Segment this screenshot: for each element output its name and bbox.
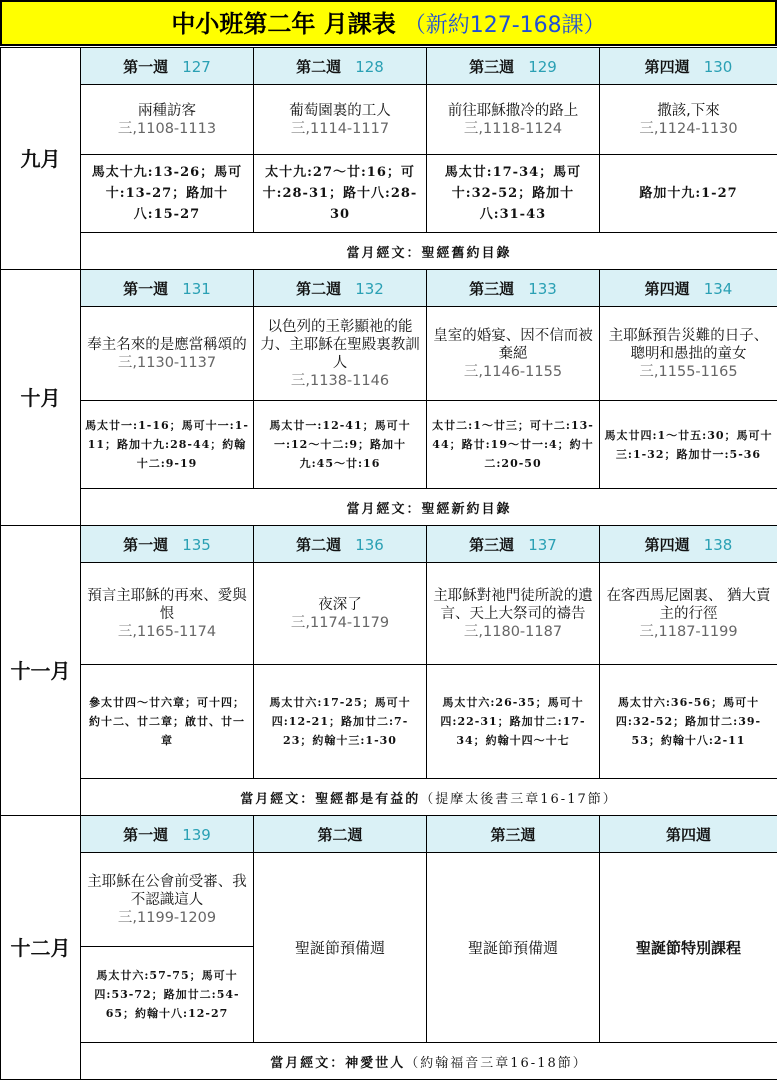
page-title <box>0 0 777 46</box>
verse-cell <box>81 665 254 779</box>
memory-verse-row <box>1 1043 777 1080</box>
special-event-cell <box>254 853 427 1043</box>
lesson-cell <box>81 307 254 401</box>
memory-verse-ref: （提摩太後書三章16-17節） <box>420 792 617 807</box>
memory-verse <box>81 489 777 526</box>
lesson-number: 139 <box>182 826 211 844</box>
lesson-cell <box>427 563 600 665</box>
lesson-number: 137 <box>528 536 557 554</box>
verse-reference: 太十九:27～廿:16；可十:28-31；路十八:28-30 <box>263 165 418 222</box>
verse-row <box>1 665 777 779</box>
week-header <box>600 526 777 563</box>
week-label: 第一週 <box>123 58 168 76</box>
week-header <box>81 270 254 307</box>
week-header-row <box>1 48 777 85</box>
memory-verse-label: 當月經文：聖經新約目錄 <box>346 502 511 517</box>
lesson-cell <box>81 853 254 947</box>
week-label: 第一週 <box>123 280 168 298</box>
week-label: 第四週 <box>645 536 690 554</box>
lesson-cell <box>254 563 427 665</box>
week-label: 第二週 <box>296 280 341 298</box>
verse-cell <box>427 155 600 233</box>
month-label <box>1 526 81 816</box>
verse-reference: 馬太廿六:57-75；馬可十四:53-72；路加廿二:54-65；約翰十八:12-27 <box>94 969 239 1020</box>
verse-cell <box>81 947 254 1043</box>
lesson-row <box>1 853 777 947</box>
lesson-title: 撒該,下來 <box>657 103 720 119</box>
memory-verse-ref: （約翰福音三章16-18節） <box>405 1056 587 1071</box>
lesson-title: 主耶穌對祂門徒所說的遺言、天上大祭司的禱告 <box>433 588 593 622</box>
verse-reference: 馬太廿六:36-56；馬可十四:32-52；路加廿二:39-53；約翰十八:2-11 <box>616 696 761 747</box>
memory-verse-row <box>1 489 777 526</box>
lesson-title: 前往耶穌撒冷的路上 <box>448 103 579 119</box>
lesson-title: 主耶穌預告災難的日子、聰明和愚拙的童女 <box>609 328 769 362</box>
month-name: 十月 <box>21 386 61 410</box>
lesson-title: 在客西馬尼園裏、 猶大賣主的行徑 <box>606 588 770 622</box>
week-header <box>600 48 777 85</box>
week-header <box>81 816 254 853</box>
lesson-number: 132 <box>355 280 384 298</box>
memory-verse-row <box>1 233 777 270</box>
memory-verse <box>81 1043 777 1080</box>
lesson-cell <box>427 85 600 155</box>
lesson-title: 奉主名來的是應當稱頌的 <box>87 337 247 353</box>
week-header <box>254 526 427 563</box>
lesson-number: 138 <box>704 536 733 554</box>
verse-row <box>1 155 777 233</box>
week-header-row <box>1 270 777 307</box>
lesson-code: 三,1199-1209 <box>85 909 249 927</box>
special-event-label: 聖誕節特別課程 <box>636 939 741 957</box>
verse-cell <box>254 665 427 779</box>
lesson-title: 皇室的婚宴、因不信而被棄絕 <box>433 328 593 362</box>
memory-verse-label: 當月經文：神愛世人 <box>270 1056 405 1071</box>
month-name: 九月 <box>21 147 61 171</box>
lesson-code: 三,1108-1113 <box>85 120 249 138</box>
lesson-code: 三,1118-1124 <box>431 120 595 138</box>
special-event-label: 聖誕節預備週 <box>295 939 385 957</box>
lesson-code: 三,1174-1179 <box>258 614 422 632</box>
lesson-title: 以色列的王彰顯祂的能力、主耶穌在聖殿裏教訓人 <box>260 319 420 371</box>
verse-reference: 馬太廿六:26-35；馬可十四:22-31；路加廿二:17-34；約翰十四～十七 <box>440 696 585 747</box>
verse-reference: 馬太廿六:17-25；馬可十四:12-21；路加廿二:7-23；約翰十三:1-30 <box>269 696 410 747</box>
lesson-number: 128 <box>355 58 384 76</box>
week-label: 第三週 <box>469 280 514 298</box>
month-label <box>1 48 81 270</box>
lesson-number: 136 <box>355 536 384 554</box>
week-label: 第四週 <box>645 58 690 76</box>
verse-cell <box>427 401 600 489</box>
week-label: 第三週 <box>490 826 535 844</box>
lesson-code: 三,1138-1146 <box>258 372 422 390</box>
memory-verse-label: 當月經文：聖經都是有益的 <box>240 792 420 807</box>
week-label: 第二週 <box>296 536 341 554</box>
verse-reference: 馬太廿一:1-16；馬可十一:1-11；路加十九:28-44；約翰十二:9-19 <box>85 419 249 470</box>
verse-cell <box>600 155 777 233</box>
month-label <box>1 270 81 526</box>
verse-cell <box>600 665 777 779</box>
lesson-title: 預言主耶穌的再來、愛與恨 <box>87 588 247 622</box>
verse-cell <box>81 401 254 489</box>
verse-reference: 參太廿四～廿六章；可十四；約十二、廿二章；啟廿、廿一章 <box>89 696 245 747</box>
month-name: 十一月 <box>11 659 71 683</box>
title-subtitle: （新約127-168課） <box>404 13 606 38</box>
lesson-code: 三,1187-1199 <box>604 623 773 641</box>
verse-cell <box>254 155 427 233</box>
lesson-row <box>1 85 777 155</box>
title-main: 中小班第二年 月課表 <box>171 10 395 38</box>
lesson-number: 135 <box>182 536 211 554</box>
verse-reference: 馬太廿一:12-41；馬可十一:12～十二:9；路加十九:45～廿:16 <box>269 419 410 470</box>
lesson-code: 三,1165-1174 <box>85 623 249 641</box>
verse-reference: 馬太廿:17-34；馬可十:32-52；路加十八:31-43 <box>445 165 581 222</box>
week-header <box>427 816 600 853</box>
week-header <box>600 816 777 853</box>
week-header <box>81 526 254 563</box>
week-header <box>427 48 600 85</box>
week-label: 第四週 <box>666 826 711 844</box>
verse-reference: 馬太十九:13-26；馬可十:13-27；路加十八:15-27 <box>92 165 242 222</box>
lesson-code: 三,1180-1187 <box>431 623 595 641</box>
verse-reference: 馬太廿四:1～廿五:30；馬可十三:1-32；路加廿一:5-36 <box>604 429 772 461</box>
special-event-cell <box>427 853 600 1043</box>
week-header <box>427 526 600 563</box>
lesson-row <box>1 563 777 665</box>
week-header <box>600 270 777 307</box>
month-label <box>1 816 81 1080</box>
lesson-number: 134 <box>704 280 733 298</box>
week-header-row <box>1 816 777 853</box>
lesson-row <box>1 307 777 401</box>
lesson-number: 127 <box>182 58 211 76</box>
week-header <box>254 270 427 307</box>
lesson-code: 三,1130-1137 <box>85 354 249 372</box>
week-label: 第一週 <box>123 536 168 554</box>
verse-cell <box>81 155 254 233</box>
week-label: 第二週 <box>296 58 341 76</box>
verse-cell <box>600 401 777 489</box>
week-label: 第三週 <box>469 536 514 554</box>
week-label: 第二週 <box>317 826 362 844</box>
lesson-code: 三,1124-1130 <box>604 120 773 138</box>
lesson-title: 兩種訪客 <box>138 103 196 119</box>
lesson-title: 葡萄園裏的工人 <box>289 103 391 119</box>
memory-verse-label: 當月經文：聖經舊約目錄 <box>346 246 511 261</box>
lesson-cell <box>427 307 600 401</box>
memory-verse-row <box>1 779 777 816</box>
lesson-number: 131 <box>182 280 211 298</box>
lesson-number: 129 <box>528 58 557 76</box>
memory-verse <box>81 233 777 270</box>
week-header-row <box>1 526 777 563</box>
memory-verse <box>81 779 777 816</box>
month-name: 十二月 <box>11 936 71 960</box>
week-label: 第三週 <box>469 58 514 76</box>
lesson-number: 130 <box>704 58 733 76</box>
lesson-cell <box>600 85 777 155</box>
verse-row <box>1 401 777 489</box>
week-header <box>427 270 600 307</box>
week-header <box>81 48 254 85</box>
lesson-code: 三,1146-1155 <box>431 363 595 381</box>
lesson-code: 三,1155-1165 <box>604 363 773 381</box>
verse-cell <box>254 401 427 489</box>
week-header <box>254 48 427 85</box>
lesson-cell <box>81 563 254 665</box>
lesson-cell <box>254 307 427 401</box>
special-event-cell <box>600 853 777 1043</box>
lesson-title: 主耶穌在公會前受審、我不認識這人 <box>87 874 247 908</box>
verse-reference: 路加十九:1-27 <box>639 186 737 201</box>
week-label: 第一週 <box>123 826 168 844</box>
lesson-cell <box>600 563 777 665</box>
lesson-number: 133 <box>528 280 557 298</box>
verse-reference: 太廿二:1～廿三；可十二:13-44；路廿:19～廿一:4；約十二:20-50 <box>432 419 594 470</box>
verse-cell <box>427 665 600 779</box>
special-event-label: 聖誕節預備週 <box>468 939 558 957</box>
lesson-cell <box>254 85 427 155</box>
lesson-cell <box>81 85 254 155</box>
lesson-title: 夜深了 <box>318 597 362 613</box>
lesson-cell <box>600 307 777 401</box>
lesson-code: 三,1114-1117 <box>258 120 422 138</box>
week-header <box>254 816 427 853</box>
schedule-table <box>0 47 777 1080</box>
week-label: 第四週 <box>645 280 690 298</box>
